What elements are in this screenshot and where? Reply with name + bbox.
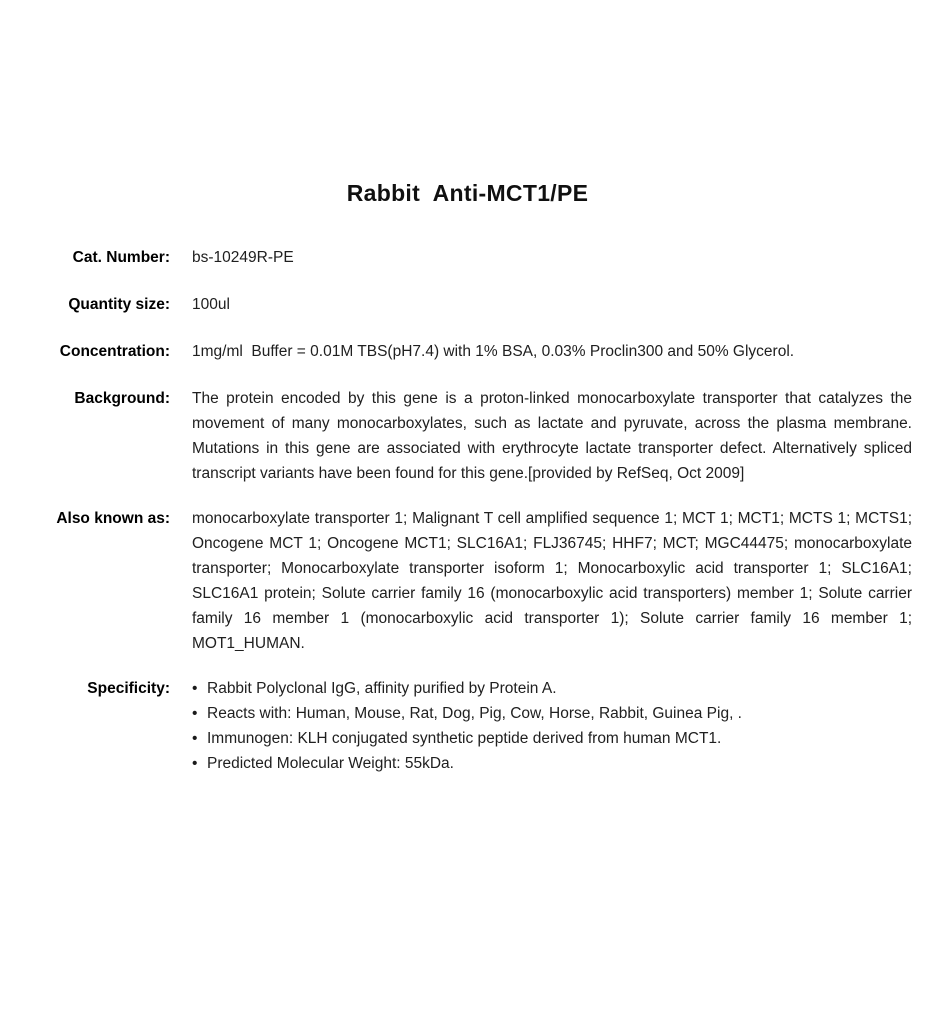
field-value-cat-number: bs-10249R-PE [192,249,294,266]
field-row-specificity [0,676,935,776]
bullet-item [192,751,912,776]
bullet-dot-icon: • [192,705,198,722]
field-label-concentration: Concentration: [59,343,170,360]
bullet-text: Predicted Molecular Weight: 55kDa. [207,755,454,772]
field-rows [0,245,935,776]
field-row-also-known-as [0,506,935,656]
bullet-item [192,676,912,701]
field-label-specificity: Specificity: [87,680,170,697]
field-label-background: Background: [74,390,170,407]
page-title: Rabbit Anti-MCT1/PE [346,180,589,206]
specificity-bullet-list [192,676,912,776]
bullet-item [192,701,912,726]
bullet-dot-icon: • [192,680,198,697]
field-value-background: The protein encoded by this gene is a proton-linked monocarboxylate transporter that catalyzes the movement of many monocarboxylates, such as lactate and pyruvate, across the plasma membrane. Mutations in this gene are associated with erythrocyte lactate transporter defect. Alternatively spliced transcript variants have been found for this gene.[provided by RefSeq, Oct 2009] [192,390,912,482]
bullet-item [192,726,912,751]
bullet-dot-icon: • [192,730,198,747]
bullet-text: Reacts with: Human, Mouse, Rat, Dog, Pig, Cow, Horse, Rabbit, Guinea Pig, . [207,705,742,722]
field-row-cat-number [0,245,935,270]
field-value-also-known-as: monocarboxylate transporter 1; Malignant T cell amplified sequence 1; MCT 1; MCT1; MCTS 1; MCTS1; Oncogene MCT 1; Oncogene MCT1; SLC16A1; FLJ36745; HHF7; MCT; MGC44475; monocarboxylate transporter; Monocarboxylate transporter isoform 1; Monocarboxylic acid transporter 1; SLC16A1; SLC16A1 protein; Solute carrier family 16 (monocarboxylic acid transporters) member 1; Solute carrier family 16 member 1 (monocarboxylic acid transporter 1); Solute carrier family 16 member 1; MOT1_HUMAN. [192,510,912,652]
field-label-cat-number: Cat. Number: [72,249,170,266]
field-row-background [0,386,935,486]
bullet-dot-icon: • [192,755,198,772]
field-value-quantity-size: 100ul [192,296,230,313]
field-row-quantity-size [0,292,935,317]
bullet-text: Immunogen: KLH conjugated synthetic peptide derived from human MCT1. [207,730,722,747]
field-label-quantity-size: Quantity size: [68,296,170,313]
field-row-concentration [0,339,935,364]
field-value-concentration: 1mg/ml Buffer = 0.01M TBS(pH7.4) with 1% BSA, 0.03% Proclin300 and 50% Glycerol. [192,343,795,360]
field-label-also-known-as: Also known as: [56,510,170,527]
bullet-text: Rabbit Polyclonal IgG, affinity purified by Protein A. [207,680,557,697]
